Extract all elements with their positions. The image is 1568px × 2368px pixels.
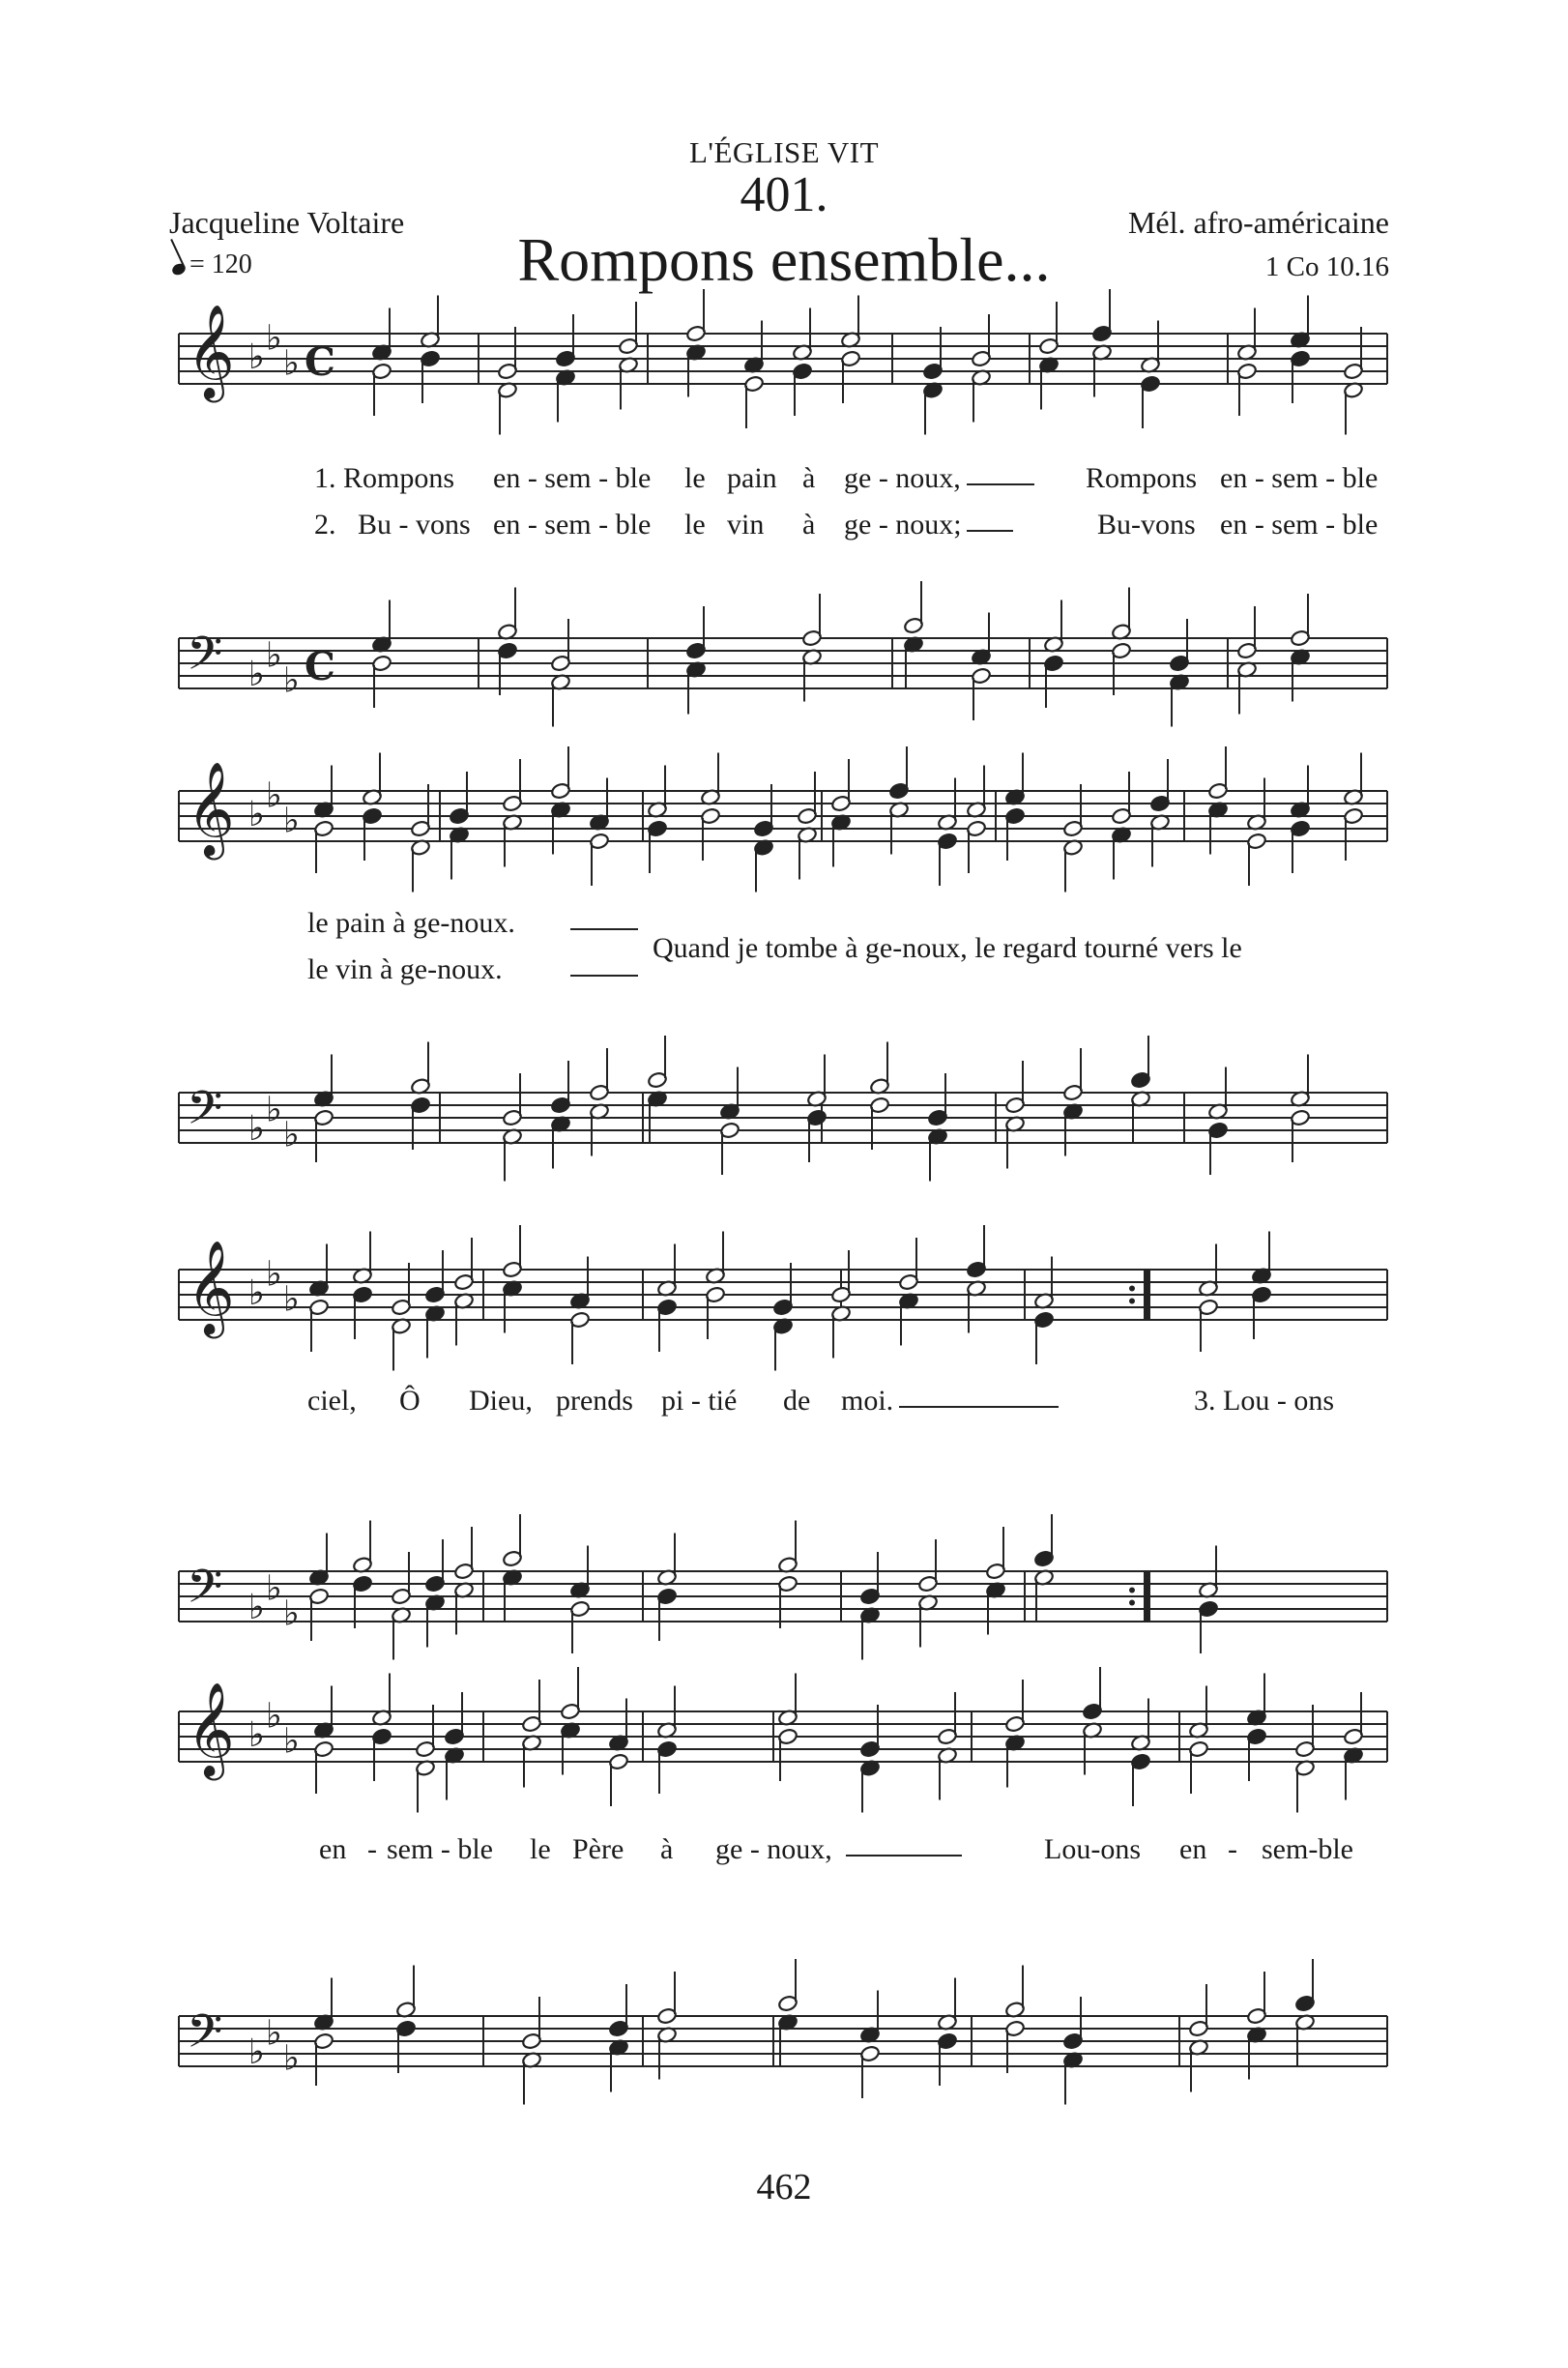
lyric: Quand je tombe à ge-noux, le regard tourné vers le <box>653 932 1242 964</box>
lyric: ciel, <box>307 1385 357 1417</box>
flat-icon: ♭ <box>248 1273 265 1313</box>
lyric: à <box>802 509 816 541</box>
lyric: en <box>1179 1833 1207 1865</box>
flat-icon: ♭ <box>283 343 300 384</box>
flat-icon: ♭ <box>283 1115 300 1155</box>
treble-clef-icon: 𝄞 <box>187 1239 235 1334</box>
bass-clef-icon: 𝄢 <box>187 1080 223 1147</box>
melisma-line <box>899 1406 1059 1408</box>
flat-icon: ♭ <box>248 1715 265 1755</box>
lyric: vin <box>727 509 765 541</box>
hymn-number: 401. <box>740 167 828 222</box>
melody-credit: Mél. afro-américaine <box>1127 205 1389 240</box>
flat-icon: ♭ <box>283 2038 300 2079</box>
lyric: prends <box>556 1385 633 1417</box>
tempo-value: = 120 <box>189 249 252 279</box>
lyric: le <box>684 509 706 541</box>
lyric: Père <box>572 1833 624 1865</box>
lyric: en <box>319 1833 347 1865</box>
flat-icon: ♭ <box>266 318 282 359</box>
lyric: en - sem - ble <box>493 462 652 494</box>
lyric: de <box>783 1385 811 1417</box>
lyric: Bu - vons <box>358 509 471 541</box>
lyric: moi. <box>841 1385 894 1417</box>
lyric: Ô <box>399 1385 421 1417</box>
final-barline <box>1144 1571 1150 1622</box>
section-heading: L'ÉGLISE VIT <box>688 135 880 169</box>
lyric: le <box>684 462 706 494</box>
hymn-title: Rompons ensemble... <box>517 225 1051 294</box>
repeat-dot <box>1129 1299 1135 1304</box>
lyric: en - sem - ble <box>493 509 652 541</box>
treble-clef-icon: 𝄞 <box>187 303 235 398</box>
bass-clef-icon: 𝄢 <box>187 1559 223 1625</box>
flat-icon: ♭ <box>266 1090 282 1130</box>
flat-icon: ♭ <box>283 1721 300 1762</box>
bass-clef-icon: 𝄢 <box>187 2003 223 2070</box>
lyric: en - sem - ble <box>1220 462 1379 494</box>
flat-icon: ♭ <box>248 795 265 834</box>
lyric: - <box>367 1833 377 1865</box>
repeat-dot <box>1129 1588 1135 1593</box>
flat-icon: ♭ <box>248 655 265 694</box>
repeat-dot <box>1129 1600 1135 1606</box>
flat-icon: ♭ <box>266 775 282 816</box>
lyric: en - sem - ble <box>1220 509 1379 541</box>
lyric: Dieu, <box>469 1385 533 1417</box>
lyric: ge - noux, <box>715 1833 832 1865</box>
flat-icon: ♭ <box>248 337 265 377</box>
flat-icon: ♭ <box>283 1593 300 1634</box>
flat-icon: ♭ <box>266 1696 282 1737</box>
flat-icon: ♭ <box>283 1279 300 1320</box>
melisma-line <box>570 928 638 930</box>
flat-icon: ♭ <box>248 2032 265 2072</box>
treble-clef-icon: 𝄞 <box>187 1681 235 1776</box>
lyric: 1. Rompons <box>314 462 455 494</box>
lyric: pi - tié <box>661 1385 738 1417</box>
treble-clef-icon: 𝄞 <box>187 760 235 856</box>
melisma-line <box>846 1855 962 1856</box>
flat-icon: ♭ <box>248 1588 265 1627</box>
flat-icon: ♭ <box>266 635 282 676</box>
flat-icon: ♭ <box>283 801 300 841</box>
flat-icon: ♭ <box>266 1568 282 1609</box>
lyric: - <box>1228 1833 1237 1865</box>
flat-icon: ♭ <box>266 1254 282 1295</box>
time-signature-icon: C <box>305 339 335 385</box>
lyric: le vin à ge-noux. <box>307 953 503 985</box>
lyric: à <box>660 1833 674 1865</box>
scripture-reference: 1 Co 10.16 <box>1264 251 1389 282</box>
lyric: sem-ble <box>1262 1833 1353 1865</box>
flat-icon: ♭ <box>248 1109 265 1149</box>
time-signature-icon: C <box>305 644 335 689</box>
lyric: le <box>530 1833 551 1865</box>
page-number: 462 <box>756 2167 812 2207</box>
melisma-line <box>967 483 1034 485</box>
lyric: Bu-vons <box>1097 509 1196 541</box>
repeat-dot <box>1129 1286 1135 1292</box>
final-barline <box>1144 1270 1150 1320</box>
lyric: à <box>802 462 816 494</box>
lyric: ge - noux; <box>844 509 962 541</box>
lyric: Lou-ons <box>1044 1833 1141 1865</box>
flat-icon: ♭ <box>266 2013 282 2054</box>
lyric: ge - noux, <box>844 462 961 494</box>
lyric: pain <box>727 462 777 494</box>
melisma-line <box>570 975 638 977</box>
bass-clef-icon: 𝄢 <box>187 626 223 692</box>
lyric: le pain à ge-noux. <box>307 907 515 939</box>
lyric: Rompons <box>1086 462 1198 494</box>
lyric: 2. <box>314 509 336 541</box>
lyric: 3. Lou - ons <box>1194 1385 1334 1417</box>
melisma-line <box>967 530 1013 532</box>
lyric: sem - ble <box>387 1833 493 1865</box>
flat-icon: ♭ <box>283 660 300 701</box>
author: Jacqueline Voltaire <box>169 205 405 240</box>
